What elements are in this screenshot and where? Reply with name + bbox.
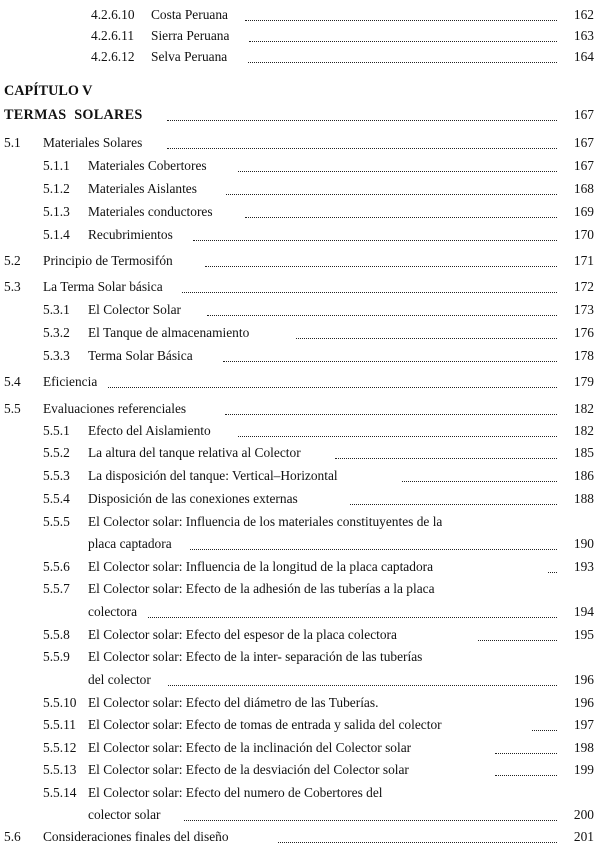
dot-leader [182,275,557,293]
section-title: La disposición del tanque: Vertical–Horizontal [88,468,338,483]
section-number: 4.2.6.12 [91,49,135,64]
dot-leader [190,532,557,550]
section-number: 5.5.5 [43,514,70,529]
toc-entry-chapter-title [0,103,600,127]
section-title: Materiales Solares [43,135,143,150]
dot-leader [184,803,557,821]
section-number: 5.1.1 [43,158,70,173]
page-number: 167 [573,158,594,173]
dot-leader [238,419,557,437]
dot-leader [478,623,557,641]
toc-entry-5-1-3 [0,200,600,224]
page-number: 171 [573,253,594,268]
page-number: 178 [573,348,594,363]
section-title: Sierra Peruana [151,28,230,43]
page-number: 182 [573,401,594,416]
section-number: 5.5.2 [43,445,70,460]
page-number: 176 [573,325,594,340]
section-title: El Colector solar: Efecto de tomas de entrada y salida del colector [88,717,442,732]
toc-entry-5-5-7 [0,577,600,601]
page-number: 172 [573,279,594,294]
section-title: La altura del tanque relativa al Colector [88,445,301,460]
section-number: 5.5.14 [43,785,77,800]
section-title: Materiales Cobertores [88,158,207,173]
toc-entry-4-2-6-12 [0,45,600,69]
section-number: 5.3.2 [43,325,70,340]
section-number: 5.5.8 [43,627,70,642]
section-number: 5.3.3 [43,348,70,363]
dot-leader [245,3,557,21]
section-number: 4.2.6.11 [91,28,135,43]
section-title: El Colector solar: Efecto de la inclinación del Colector solar [88,740,412,755]
section-number: 5.4 [4,374,21,389]
toc-entry-5-5-5-cont [0,532,600,556]
dot-leader [350,487,557,505]
dot-leader [548,555,557,573]
section-title: El Colector solar: Efecto del diámetro de las Tuberías. [88,695,379,710]
section-title: Costa Peruana [151,7,228,22]
page-number: 164 [573,49,594,64]
page-number: 170 [573,227,594,242]
toc-entry-5-5-9-cont [0,668,600,692]
dot-leader [193,223,557,241]
section-number: 5.5.13 [43,762,77,777]
section-number: 5.5.3 [43,468,70,483]
toc-entry-5-3-2 [0,321,600,345]
section-number: 5.1.4 [43,227,70,242]
dot-leader [248,45,557,63]
section-title-continuation: del colector [88,672,151,687]
dot-leader [167,131,557,149]
section-number: 5.1 [4,135,21,150]
page-number: 196 [573,695,594,710]
section-title: Efecto del Aislamiento [88,423,211,438]
section-title: El Colector solar: Efecto de la desviación del Colector solar [88,762,409,777]
page-number: 186 [573,468,594,483]
dot-leader [245,200,557,218]
dot-leader [148,600,557,618]
dot-leader [249,24,557,42]
section-title: El Colector solar: Efecto del numero de Cobertores del [88,785,383,800]
page-number: 179 [573,374,594,389]
section-title-continuation: placa captadora [88,536,172,551]
toc-entry-5-6 [0,825,600,849]
section-number: 5.5.1 [43,423,70,438]
page-number: 162 [573,7,594,22]
section-title-continuation: colector solar [88,807,161,822]
toc-entry-5-5-3 [0,464,600,488]
section-title: El Tanque de almacenamiento [88,325,250,340]
page-number: 193 [573,559,594,574]
chapter-label: CAPÍTULO V [4,83,93,99]
dot-leader [226,177,557,195]
section-title: El Colector solar: Influencia de la longitud de la placa captadora [88,559,434,574]
dot-leader [205,249,557,267]
page-number: 194 [573,604,594,619]
chapter-title: TERMAS SOLARES [4,107,143,123]
section-number: 4.2.6.10 [91,7,135,22]
section-title: La Terma Solar básica [43,279,163,294]
page-number: 195 [573,627,594,642]
toc-entry-5-5-14-cont [0,803,600,827]
dot-leader [207,298,557,316]
section-number: 5.5.11 [43,717,76,732]
section-number: 5.3 [4,279,21,294]
section-title: Materiales conductores [88,204,213,219]
page-number: 168 [573,181,594,196]
page-number: 169 [573,204,594,219]
toc-entry-5-1-4 [0,223,600,247]
dot-leader [296,321,557,339]
toc-entry-5-5-10 [0,691,600,715]
section-title: Disposición de las conexiones externas [88,491,298,506]
section-number: 5.5.10 [43,695,77,710]
toc-entry-5-3 [0,275,600,299]
dot-leader [168,668,557,686]
toc-entry-5-5-2 [0,441,600,465]
page-number: 188 [573,491,594,506]
page-number: 200 [573,807,594,822]
dot-leader [278,825,557,843]
toc-entry-5-1-2 [0,177,600,201]
section-title: Materiales Aislantes [88,181,197,196]
dot-leader [167,103,557,121]
page-number: 197 [573,717,594,732]
section-title: Selva Peruana [151,49,228,64]
page-number: 173 [573,302,594,317]
page-number: 198 [573,740,594,755]
toc-entry-5-1-1 [0,154,600,178]
dot-leader [335,441,557,459]
toc-entry-5-5-12 [0,736,600,760]
section-number: 5.6 [4,829,21,844]
section-title-continuation: colectora [88,604,138,619]
dot-leader [532,713,557,731]
dot-leader [402,464,557,482]
section-number: 5.1.2 [43,181,70,196]
section-title: Evaluaciones referenciales [43,401,187,416]
section-title: El Colector solar: Efecto del espesor de la placa colectora [88,627,397,642]
dot-leader [495,758,557,776]
section-title: Consideraciones finales del diseño [43,829,229,844]
section-number: 5.5.9 [43,649,70,664]
section-title: El Colector solar: Efecto de la adhesión de las tuberías a la placa [88,581,435,596]
section-number: 5.1.3 [43,204,70,219]
section-number: 5.2 [4,253,21,268]
section-title: Recubrimientos [88,227,173,242]
section-title: Terma Solar Básica [88,348,193,363]
page-number: 167 [573,135,594,150]
dot-leader [225,397,557,415]
section-number: 5.5.7 [43,581,70,596]
dot-leader [108,370,557,388]
toc-entry-5-5-4 [0,487,600,511]
page-number: 190 [573,536,594,551]
dot-leader [238,154,557,172]
toc-entry-5-5-1 [0,419,600,443]
section-number: 5.5.4 [43,491,70,506]
section-title: Eficiencia [43,374,98,389]
page-number: 199 [573,762,594,777]
toc-entry-5-5-5 [0,510,600,534]
toc-entry-5-3-1 [0,298,600,322]
toc-entry-5-5-9 [0,645,600,669]
section-title: El Colector solar: Influencia de los materiales constituyentes de la [88,514,443,529]
page-number: 163 [573,28,594,43]
section-title: El Colector solar: Efecto de la inter- separación de las tuberías [88,649,423,664]
toc-entry-5-5-6 [0,555,600,579]
dot-leader [495,736,557,754]
page-number: 167 [573,107,594,122]
section-number: 5.3.1 [43,302,70,317]
section-number: 5.5.12 [43,740,77,755]
toc-entry-5-5 [0,397,600,421]
toc-entry-5-5-14 [0,781,600,805]
section-number: 5.5 [4,401,21,416]
page-number: 201 [573,829,594,844]
toc-entry-5-5-8 [0,623,600,647]
dot-leader [223,344,557,362]
toc-entry-5-2 [0,249,600,273]
section-number: 5.5.6 [43,559,70,574]
page-number: 182 [573,423,594,438]
page-number: 196 [573,672,594,687]
section-title: Principio de Termosifón [43,253,173,268]
page-number: 185 [573,445,594,460]
toc-entry-5-5-11 [0,713,600,737]
toc-entry-5-3-3 [0,344,600,368]
section-title: El Colector Solar [88,302,181,317]
toc-entry-5-5-7-cont [0,600,600,624]
toc-entry-5-1 [0,131,600,155]
toc-entry-5-5-13 [0,758,600,782]
toc-entry-5-4 [0,370,600,394]
